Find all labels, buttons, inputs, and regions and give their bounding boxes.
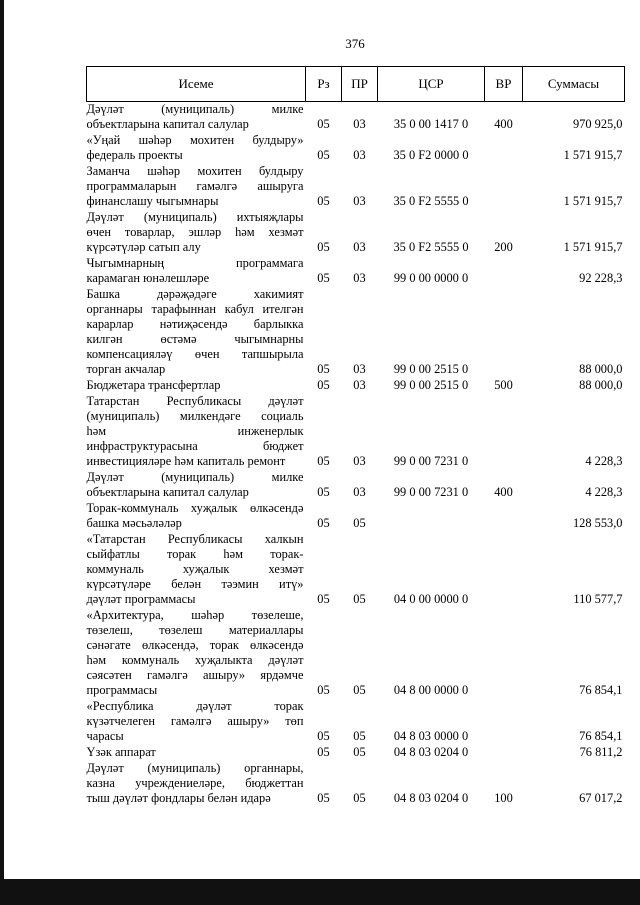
row-name-line: күрсәтүләре белән тәэмин итү» (86, 577, 304, 591)
row-vr-cell (485, 287, 523, 378)
row-name-line: өчен товарлар, эшләр һәм хезмәт (86, 225, 304, 239)
row-name-line: күрсәтүләр сатып алу (86, 240, 201, 254)
row-name-line: компенсацияләү өчен тапшырыла (86, 347, 304, 361)
column-header-sum: Суммасы (523, 67, 625, 102)
row-name-line: органнары тарафыннан кабул ителгән (86, 302, 304, 316)
row-vr-cell (485, 164, 523, 210)
row-vr-cell: 400 (494, 485, 513, 499)
row-name-line: федераль проекты (86, 148, 183, 162)
table-row (87, 608, 625, 699)
scan-border-left (0, 0, 4, 905)
row-name-line: инвестицияләре һәм капиталь ремонт (86, 454, 286, 468)
row-vr-cell (485, 532, 523, 608)
row-name-line: Бюджетара трансфертлар (86, 378, 221, 392)
row-name-cell (87, 102, 306, 134)
row-rz-cell: 05 (317, 516, 330, 530)
column-header-csr: ЦСР (378, 67, 485, 102)
row-name-line: Башка дәрәҗәдәге хакимият (86, 287, 304, 301)
row-pr-cell: 03 (353, 117, 366, 131)
row-sum-cell: 88 000,0 (579, 362, 623, 376)
row-name-line: килгән өстәмә чыгымнарны (86, 332, 304, 346)
row-name-cell (87, 210, 306, 256)
row-sum-cell: 76 854,1 (579, 683, 623, 697)
row-name-line: Заманча шәһәр мохитен булдыру (86, 164, 304, 178)
row-sum-cell: 1 571 915,7 (563, 148, 623, 162)
row-name-line: сәясәтен гамәлгә ашыру» ярдәмче (86, 668, 304, 682)
table-row (87, 470, 625, 501)
row-vr-cell: 200 (494, 240, 513, 254)
row-csr-cell: 04 8 00 0000 0 (393, 683, 469, 697)
row-name-line: Чыгымнарның программага (86, 256, 304, 270)
row-csr-cell: 35 0 F2 0000 0 (393, 148, 469, 162)
row-pr-cell: 03 (353, 271, 366, 285)
row-pr-cell: 03 (353, 378, 366, 392)
row-rz-cell: 05 (317, 485, 330, 499)
row-rz-cell: 05 (317, 592, 330, 606)
row-csr-cell: 99 0 00 0000 0 (393, 271, 469, 285)
row-pr-cell: 05 (353, 791, 366, 805)
table-row (87, 164, 625, 210)
row-rz-cell: 05 (317, 148, 330, 162)
row-name-line: Татарстан Республикасы дәүләт (86, 394, 304, 408)
row-name-cell (87, 608, 306, 699)
row-rz-cell: 05 (317, 362, 330, 376)
row-name-line: чарасы (86, 729, 124, 743)
row-csr-cell: 04 8 03 0000 0 (393, 729, 469, 743)
row-name-line: Дәүләт (муниципаль) милке (86, 470, 304, 484)
row-name-line: сәнәгате өлкәсендә, торак өлкәсендә (86, 638, 304, 652)
row-csr-cell: 99 0 00 7231 0 (393, 485, 469, 499)
row-name-cell (87, 133, 306, 164)
row-name-line: инфраструктурасына бюджет (86, 439, 304, 453)
row-name-cell (87, 378, 306, 394)
row-name-line: дәүләт программасы (86, 592, 196, 606)
row-rz-cell: 05 (317, 240, 330, 254)
row-vr-cell (485, 501, 523, 532)
row-rz-cell: 05 (317, 117, 330, 131)
row-name-line: коммуналь хуҗалык хезмәт (86, 562, 304, 576)
row-csr-cell: 04 8 03 0204 0 (393, 745, 469, 759)
row-rz-cell: 05 (317, 791, 330, 805)
row-pr-cell: 03 (353, 362, 366, 376)
row-name-line: һәм инженерлык (86, 424, 304, 438)
row-name-cell (87, 532, 306, 608)
row-vr-cell (485, 256, 523, 287)
row-name-cell (87, 470, 306, 501)
row-vr-cell (485, 608, 523, 699)
row-name-cell (87, 287, 306, 378)
row-sum-cell: 110 577,7 (573, 592, 623, 606)
table-row (87, 256, 625, 287)
row-name-line: төзелеш, төзелеш материаллары (86, 623, 304, 637)
row-vr-cell (485, 394, 523, 470)
row-name-line: карарлар нәтиҗәсендә барлыкка (86, 317, 304, 331)
row-sum-cell: 4 228,3 (585, 485, 623, 499)
table-row (87, 745, 625, 761)
row-pr-cell: 05 (353, 729, 366, 743)
row-sum-cell: 92 228,3 (579, 271, 623, 285)
row-csr-cell: 99 0 00 7231 0 (393, 454, 469, 468)
row-name-line: «Татарстан Республикасы халкын (86, 532, 304, 546)
row-sum-cell: 76 811,2 (579, 745, 623, 759)
row-rz-cell: 05 (317, 454, 330, 468)
row-rz-cell: 05 (317, 378, 330, 392)
row-sum-cell: 88 000,0 (579, 378, 623, 392)
row-vr-cell: 400 (494, 117, 513, 131)
table-row (87, 102, 625, 134)
row-sum-cell: 1 571 915,7 (563, 240, 623, 254)
column-header-pr: ПР (342, 67, 378, 102)
table-body (87, 102, 625, 808)
row-vr-cell: 100 (494, 791, 513, 805)
table-row (87, 287, 625, 378)
row-sum-cell: 1 571 915,7 (563, 194, 623, 208)
row-rz-cell: 05 (317, 194, 330, 208)
table-row (87, 501, 625, 532)
row-csr-cell: 04 8 03 0204 0 (393, 791, 469, 805)
row-csr-cell: 35 0 00 1417 0 (393, 117, 469, 131)
row-vr-cell (485, 133, 523, 164)
row-rz-cell: 05 (317, 745, 330, 759)
table-row (87, 378, 625, 394)
row-vr-cell (485, 745, 523, 761)
row-name-line: финанслашу чыгымнары (86, 194, 219, 208)
row-name-line: Торак-коммуналь хуҗалык өлкәсендә (86, 501, 304, 515)
column-header-rz: Рз (306, 67, 342, 102)
row-sum-cell: 128 553,0 (572, 516, 623, 530)
row-rz-cell: 05 (317, 271, 330, 285)
row-name-line: торган акчалар (86, 362, 166, 376)
table-row (87, 210, 625, 256)
row-sum-cell: 76 854,1 (579, 729, 623, 743)
row-name-line: «Уңай шәһәр мохитен булдыру» (86, 133, 304, 147)
row-name-line: тыш дәүләт фондлары белән идарә (86, 791, 271, 805)
table-row (87, 761, 625, 807)
scan-border-bottom (0, 879, 640, 905)
row-pr-cell: 03 (353, 148, 366, 162)
table-row (87, 532, 625, 608)
row-name-cell (87, 699, 306, 745)
table-header-row (87, 67, 625, 102)
row-rz-cell: 05 (317, 729, 330, 743)
row-pr-cell: 05 (353, 745, 366, 759)
column-header-vr: ВР (485, 67, 523, 102)
row-csr-cell: 35 0 F2 5555 0 (393, 194, 469, 208)
row-name-line: объектларына капитал салулар (86, 485, 249, 499)
page-number: 376 (345, 36, 365, 51)
column-header-name: Исеме (87, 67, 306, 102)
row-name-line: (муниципаль) милкендәге социаль (86, 409, 304, 423)
budget-table (86, 66, 625, 807)
row-csr-cell (378, 501, 485, 532)
row-pr-cell: 05 (353, 516, 366, 530)
row-name-line: программасы (86, 683, 158, 697)
row-rz-cell: 05 (317, 683, 330, 697)
row-pr-cell: 03 (353, 454, 366, 468)
row-sum-cell: 67 017,2 (579, 791, 623, 805)
row-name-line: сыйфатлы торак һәм торак- (86, 547, 304, 561)
row-name-cell (87, 256, 306, 287)
row-name-line: казна учреждениеләре, бюджеттан (86, 776, 304, 790)
row-name-line: Үзәк аппарат (86, 745, 156, 759)
row-vr-cell: 500 (494, 378, 513, 392)
row-csr-cell: 99 0 00 2515 0 (393, 362, 469, 376)
row-pr-cell: 03 (353, 240, 366, 254)
row-pr-cell: 05 (353, 592, 366, 606)
row-name-cell (87, 394, 306, 470)
row-vr-cell (485, 699, 523, 745)
row-name-line: Дәүләт (муниципаль) милке (86, 102, 304, 116)
row-pr-cell: 03 (353, 485, 366, 499)
row-csr-cell: 04 0 00 0000 0 (393, 592, 469, 606)
row-name-line: күзәтчелеген гамәлгә ашыру» төп (86, 714, 304, 728)
row-sum-cell: 4 228,3 (585, 454, 623, 468)
row-name-line: башка мәсьәләләр (86, 516, 182, 530)
row-name-line: «Архитектура, шәһәр төзелеше, (86, 608, 304, 622)
row-name-line: Дәүләт (муниципаль) органнары, (86, 761, 304, 775)
row-csr-cell: 35 0 F2 5555 0 (393, 240, 469, 254)
row-name-line: программаларын гамәлгә ашыруга (86, 179, 304, 193)
row-name-line: «Республика дәүләт торак (86, 699, 304, 713)
row-name-line: Дәүләт (муниципаль) ихтыяҗлары (86, 210, 304, 224)
row-name-line: һәм коммуналь хуҗалыкта дәүләт (86, 653, 304, 667)
table-row (87, 133, 625, 164)
row-name-cell (87, 501, 306, 532)
row-sum-cell: 970 925,0 (572, 117, 623, 131)
row-name-line: карамаган юнәлешләре (86, 271, 210, 285)
table-row (87, 394, 625, 470)
row-name-line: объектларына капитал салулар (86, 117, 249, 131)
table-row (87, 699, 625, 745)
row-name-cell (87, 745, 306, 761)
row-pr-cell: 05 (353, 683, 366, 697)
row-pr-cell: 03 (353, 194, 366, 208)
row-name-cell (87, 164, 306, 210)
row-csr-cell: 99 0 00 2515 0 (393, 378, 469, 392)
row-name-cell (87, 761, 306, 807)
